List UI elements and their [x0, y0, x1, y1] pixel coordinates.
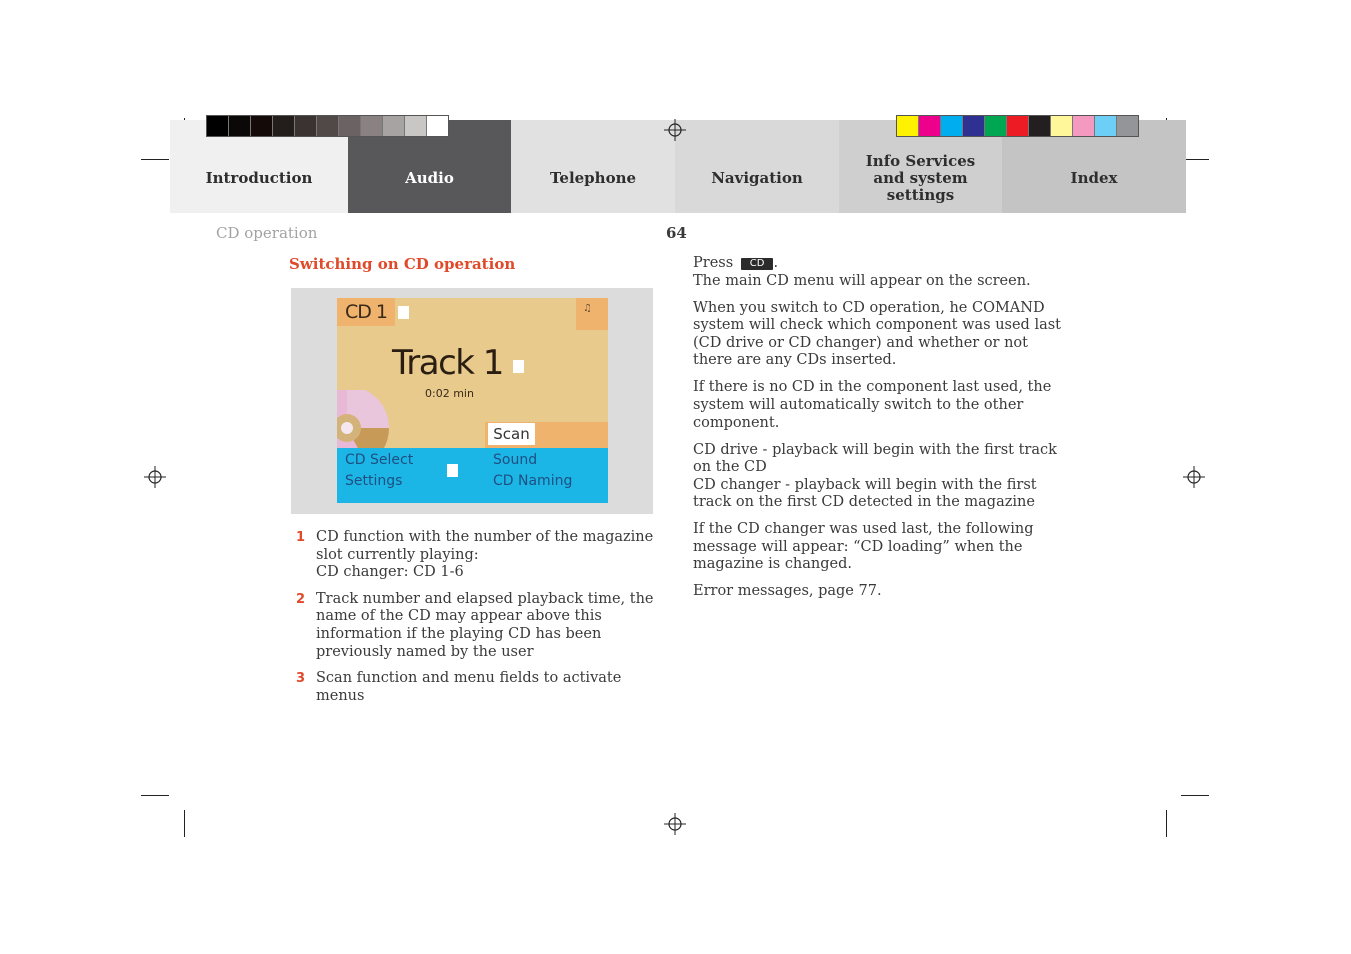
paragraph: CD drive - playback will begin with the first track on the CD CD changer - playback will begin with the first track on the first CD detected in the magazine	[693, 441, 1057, 511]
registration-mark-icon	[1183, 466, 1205, 488]
numbered-legend	[296, 529, 660, 714]
color-swatch	[1117, 116, 1138, 136]
crop-mark	[184, 810, 185, 837]
list-text: Scan function and menu fields to activate menus	[316, 670, 622, 704]
list-text: Track number and elapsed playback time, the name of the CD may appear above this information if the playing CD has been previously named by the user	[316, 590, 654, 660]
gray-color-bar	[206, 115, 449, 137]
track-number: Track 1	[392, 343, 503, 383]
callout-marker	[447, 464, 458, 477]
cd-label-box	[337, 298, 395, 326]
color-swatch	[897, 116, 919, 136]
cd-main-menu-screen	[337, 298, 608, 503]
color-swatch	[963, 116, 985, 136]
menu-bar	[337, 448, 608, 503]
callout-marker	[398, 306, 409, 319]
color-swatch	[405, 116, 427, 136]
list-item	[296, 670, 660, 705]
color-swatch	[1073, 116, 1095, 136]
color-swatch	[317, 116, 339, 136]
list-item	[296, 529, 660, 582]
cd-screen-figure	[291, 288, 653, 514]
color-swatch	[941, 116, 963, 136]
cd-select-menu[interactable]: CD Select	[345, 452, 414, 468]
cd-label: CD 1	[345, 301, 388, 323]
tab-navigation[interactable]: Navigation	[675, 120, 839, 213]
process-color-bar	[896, 115, 1139, 137]
page-number: 64	[666, 224, 687, 242]
elapsed-time: 0:02 min	[425, 387, 474, 400]
press-instruction: Press CD . The main CD menu will appear on the screen.	[693, 255, 1031, 289]
color-swatch	[339, 116, 361, 136]
crop-mark	[141, 159, 169, 160]
list-number: 3	[296, 671, 306, 687]
color-swatch	[207, 116, 229, 136]
crop-mark	[1166, 810, 1167, 837]
color-swatch	[273, 116, 295, 136]
color-swatch	[295, 116, 317, 136]
music-note-icon: ♫	[583, 303, 592, 314]
color-swatch	[229, 116, 251, 136]
instructions-column	[693, 255, 1065, 610]
color-swatch	[1007, 116, 1029, 136]
scan-button[interactable]: Scan	[488, 423, 535, 445]
running-header: CD operation	[216, 224, 318, 242]
color-swatch	[361, 116, 383, 136]
crop-mark	[1181, 795, 1209, 796]
paragraph: If there is no CD in the component last used, the system will automatically switch to the other component.	[693, 379, 1052, 431]
tab-info[interactable]: Info Services and system settings	[839, 120, 1002, 213]
registration-mark-icon	[664, 119, 686, 141]
settings-menu[interactable]: Settings	[345, 473, 403, 489]
registration-mark-icon	[664, 813, 686, 835]
color-swatch	[1051, 116, 1073, 136]
paragraph: When you switch to CD operation, he COMAND system will check which component was used last (CD drive or CD changer) and whether or not there are any CDs inserted.	[693, 299, 1062, 369]
list-item	[296, 591, 660, 661]
paragraph: If the CD changer was used last, the following message will appear: “CD loading” when the magazine is changed.	[693, 521, 1034, 573]
list-text: CD function with the number of the magazine slot currently playing: CD changer: CD 1-6	[316, 529, 654, 581]
cd-key-icon: CD	[741, 258, 774, 270]
registration-mark-icon	[144, 466, 166, 488]
tab-index[interactable]: Index	[1002, 120, 1186, 213]
color-swatch	[919, 116, 941, 136]
tab-telephone[interactable]: Telephone	[511, 120, 675, 213]
crop-mark	[141, 795, 169, 796]
sound-menu[interactable]: Sound	[493, 452, 538, 468]
callout-marker	[513, 360, 524, 373]
color-swatch	[383, 116, 405, 136]
status-corner	[576, 298, 608, 330]
list-number: 1	[296, 530, 306, 545]
section-title: Switching on CD operation	[289, 255, 516, 273]
cd-naming-menu[interactable]: CD Naming	[493, 473, 573, 489]
color-swatch	[1029, 116, 1051, 136]
cross-reference: Error messages, page 77.	[693, 583, 882, 600]
color-swatch	[427, 116, 448, 136]
color-swatch	[251, 116, 273, 136]
list-number: 2	[296, 591, 306, 607]
tab-introduction[interactable]: Introduction	[170, 120, 348, 213]
color-swatch	[985, 116, 1007, 136]
color-swatch	[1095, 116, 1117, 136]
tab-audio[interactable]: Audio	[348, 120, 511, 213]
